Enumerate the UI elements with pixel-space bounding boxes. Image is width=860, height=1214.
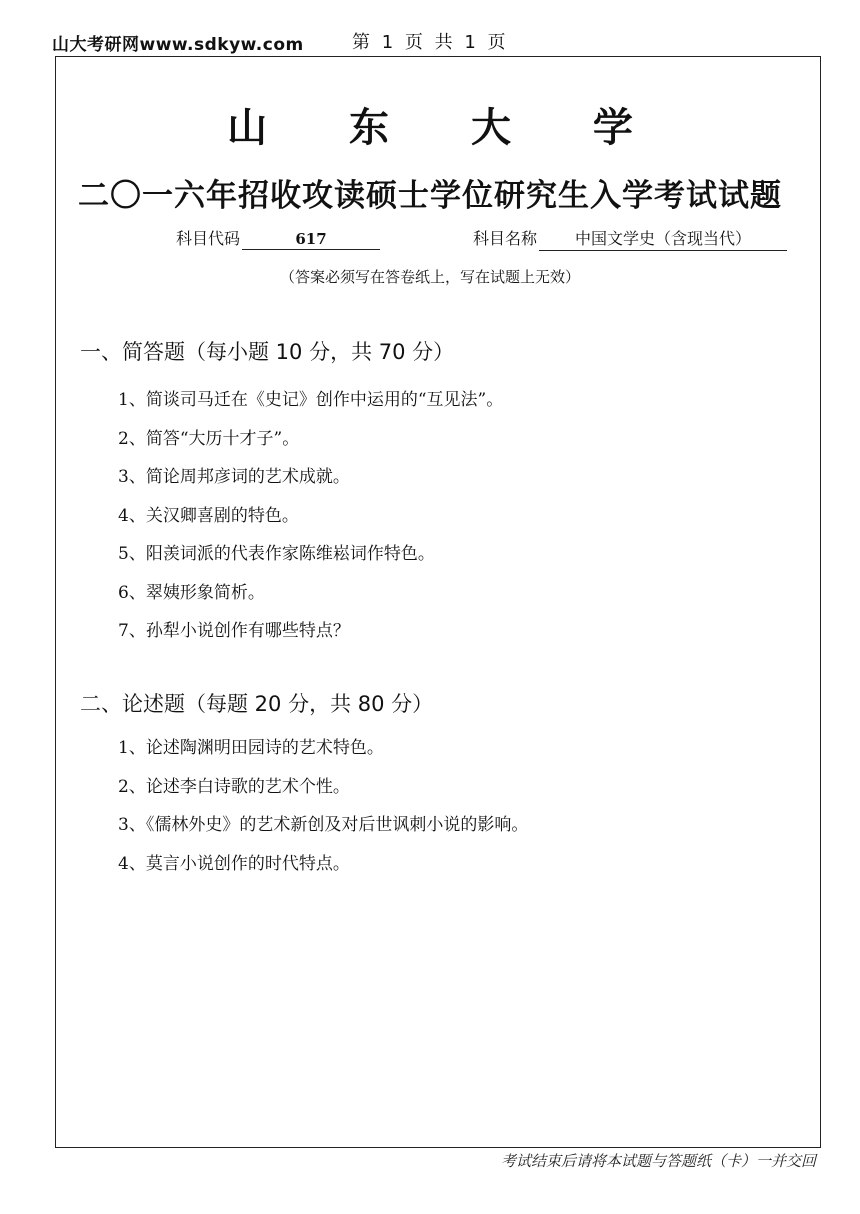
question-item: 3、《儒林外史》的艺术新创及对后世讽刺小说的影响。 [118, 815, 529, 835]
subject-name-label: 科目名称 [473, 229, 538, 248]
site-watermark: 山大考研网www.sdkyw.com [52, 35, 304, 55]
subject-code-label: 科目代码 [176, 229, 241, 248]
question-item: 4、莫言小说创作的时代特点。 [118, 853, 350, 874]
question-item: 1、简谈司马迁在《史记》创作中运用的“互见法”。 [118, 390, 504, 410]
subject-code-value: 617 [242, 230, 380, 250]
page-header [0, 28, 860, 56]
subject-code-field [176, 226, 380, 252]
subject-name-value: 中国文学史（含现当代） [539, 226, 787, 251]
question-item: 2、论述李白诗歌的艺术个性。 [118, 776, 350, 797]
section-heading-short-answer: 一、简答题（每小题 10 分，共 70 分） [80, 340, 455, 364]
question-item: 6、翠姨形象简析。 [118, 582, 265, 603]
question-list-short-answer [118, 388, 503, 658]
question-item: 2、简答“大历十才子”。 [118, 428, 300, 449]
question-item: 7、孙犁小说创作有哪些特点？ [118, 621, 350, 641]
footer-instruction: 考试结束后请将本试题与答题纸（卡）一并交回 [500, 1152, 816, 1170]
question-item: 3、简论周邦彦词的艺术成就。 [118, 467, 350, 487]
answer-notice: （答案必须写在答卷纸上，写在试题上无效） [279, 268, 580, 286]
question-item: 1、论述陶渊明田园诗的艺术特色。 [118, 738, 384, 758]
question-item: 4、关汉卿喜剧的特色。 [118, 505, 299, 526]
section-heading-essay: 二、论述题（每题 20 分，共 80 分） [80, 692, 434, 716]
exam-title: 二〇一六年招收攻读硕士学位研究生入学考试试题 [78, 178, 782, 214]
university-name: 山 东 大 学 [227, 104, 667, 151]
question-list-essay [118, 736, 528, 890]
subject-name-field [473, 226, 787, 252]
page-indicator: 第 1 页 共 1 页 [352, 32, 506, 53]
question-item: 5、阳羡词派的代表作家陈维崧词作特色。 [118, 544, 435, 564]
